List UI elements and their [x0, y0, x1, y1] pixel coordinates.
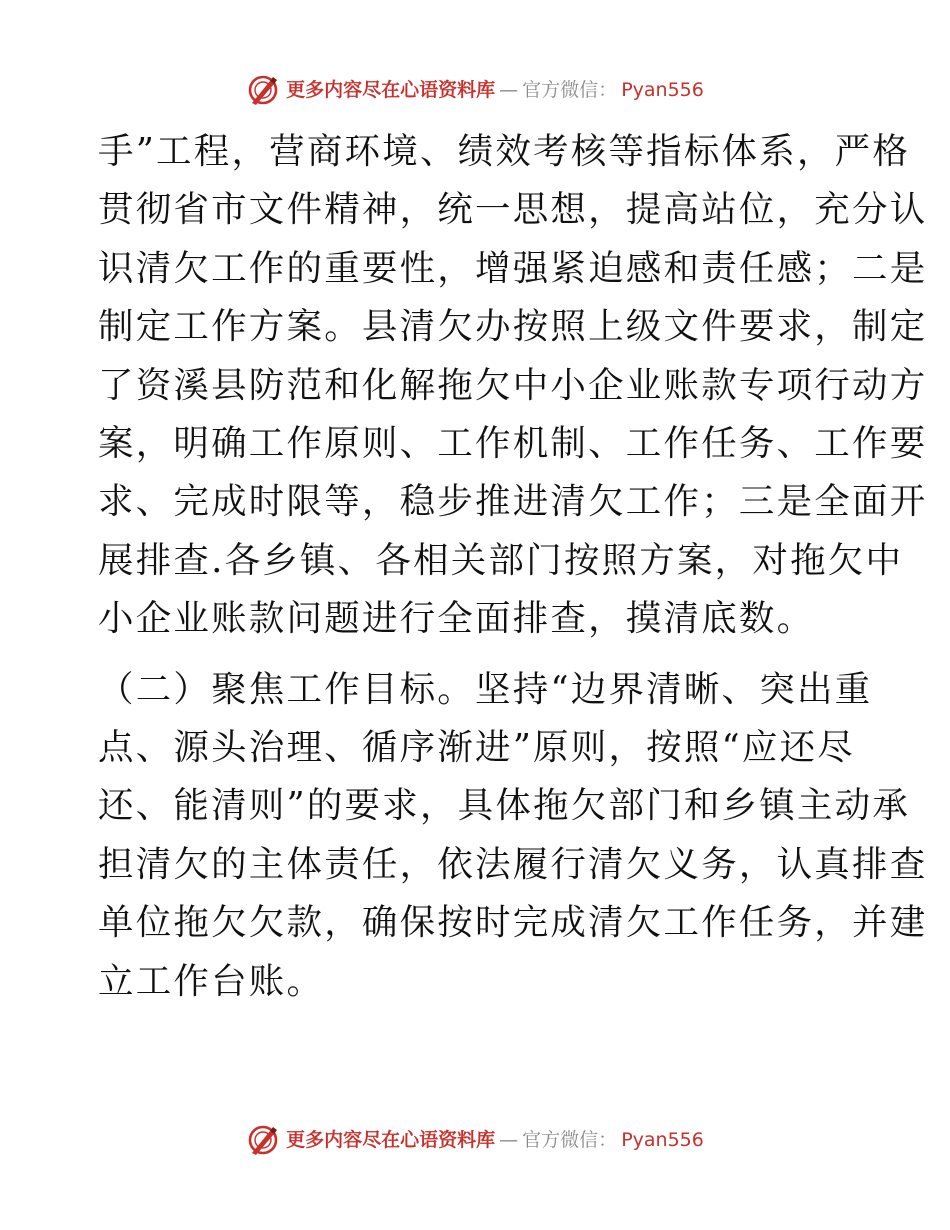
paragraph-1	[98, 123, 928, 649]
banner-dash: —	[499, 1129, 519, 1151]
text-line: 还、能清则”的要求，具体拖欠部门和乡镇主动承	[98, 785, 911, 827]
text-line: （二）聚焦工作目标。坚持“边界清晰、突出重	[98, 668, 873, 710]
header-banner	[0, 70, 950, 110]
pen-logo-icon	[246, 73, 280, 107]
banner-wechat-id: Pyan556	[621, 1129, 704, 1151]
banner-wechat-id: Pyan556	[621, 79, 704, 101]
text-line: 制定工作方案。县清欠办按照上级文件要求，制定	[98, 306, 928, 348]
text-line: 担清欠的主体责任，依法履行清欠义务，认真排查	[98, 843, 928, 885]
paragraph-2	[98, 661, 928, 1011]
banner-main-text: 更多内容尽在心语资料库	[286, 79, 496, 101]
footer-banner	[0, 1120, 950, 1160]
banner-dash: —	[499, 79, 519, 101]
text-line: 贯彻省市文件精神，统一思想，提高站位，充分认	[98, 189, 928, 231]
banner-wechat-label: 官方微信：	[522, 1129, 618, 1151]
banner-main-text: 更多内容尽在心语资料库	[286, 1129, 496, 1151]
text-line: 点、源头治理、循序渐进”原则，按照“应还尽	[98, 727, 855, 769]
text-line: 案，明确工作原则、工作机制、工作任务、工作要	[98, 423, 928, 465]
text-line: 立工作台账。	[98, 960, 325, 1002]
text-line: 手”工程，营商环境、绩效考核等指标体系，严格	[98, 131, 911, 172]
text-line: 求、完成时限等，稳步推进清欠工作；三是全面开	[98, 481, 928, 523]
text-line: 小企业账款问题进行全面排查，摸清底数。	[98, 598, 815, 640]
text-line: 识清欠工作的重要性，增强紧迫感和责任感；二是	[98, 247, 928, 289]
document-body	[98, 123, 928, 1011]
banner-wechat-label: 官方微信：	[522, 79, 618, 101]
text-line: 了资溪县防范和化解拖欠中小企业账款专项行动方	[98, 364, 928, 406]
text-line: 单位拖欠欠款，确保按时完成清欠工作任务，并建	[98, 902, 928, 944]
pen-logo-icon	[246, 1123, 280, 1157]
text-line: 展排查.各乡镇、各相关部门按照方案，对拖欠中	[98, 539, 904, 581]
